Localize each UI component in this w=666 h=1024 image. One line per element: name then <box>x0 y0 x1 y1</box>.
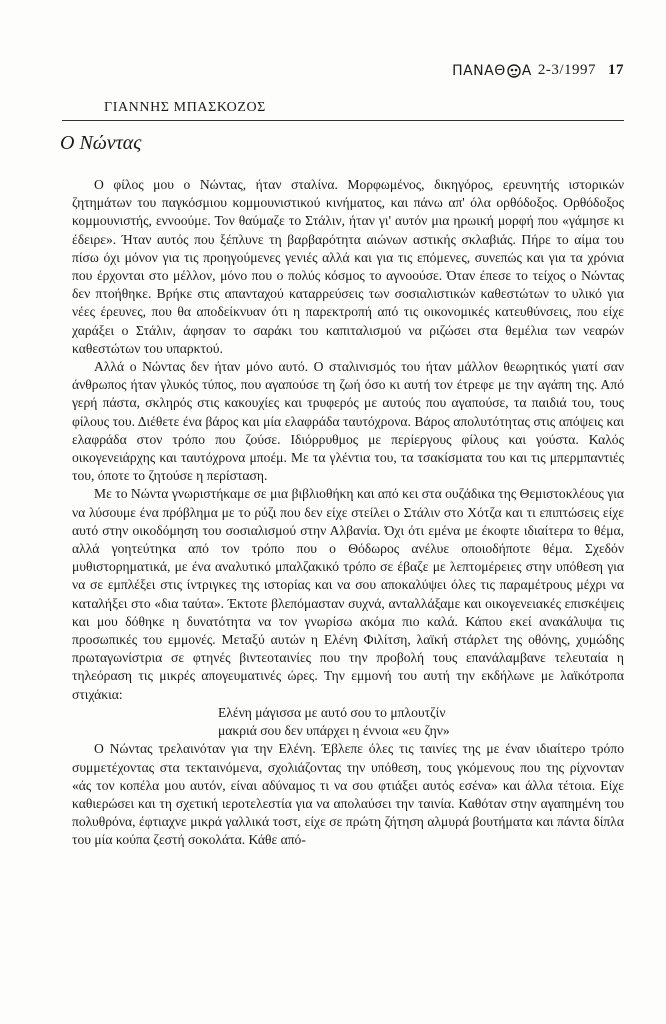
article-body <box>72 176 624 850</box>
running-head <box>452 62 624 79</box>
author-name: ΓΙΑΝΝΗΣ ΜΠΑΣΚΟΖΟΣ <box>104 100 266 115</box>
paragraph: Αλλά ο Νώντας δεν ήταν μόνο αυτό. Ο σταλινισμός του ήταν μάλλον θεωρητικός γιατί σαν άνθρωπος ήταν γλυκός τύπος, που αγαπούσε τη ζωή όσο κι αυτή τον έτρεφε με την αγάπη της. Από γερή πάστα, σκληρός στις κακουχίες και τρυφερός με αυτούς που αγαπούσε, τα παιδιά του, τους φίλους του. Διέθετε ένα βάρος και μία ελαφράδα ταυτόχρονα. Βάρος απολυτότητας στις απόψεις και ελαφράδα στον τρόπο που ζούσε. Ιδιόρρυθμος με περίεργους φίλους και γούστα. Καλός οικογενειάρχης και ταυτόχρονα μποέμ. Με τα γλέντια του, τα τσακίσματα του και τις μπερμπαντιές του, όποτε το ζητούσε η περίσταση. <box>72 359 624 484</box>
verse-block <box>72 704 624 740</box>
magazine-logo <box>452 63 532 79</box>
paragraph: Με το Νώντα γνωριστήκαμε σε μια βιβλιοθήκη και από κει στα ουζάδικα της Θεμιστοκλέους για να λύσουμε ένα πρόβλημα με το ρύζι που δεν είχε στείλει ο Στάλιν στο Χότζα και τι επιπτώσεις είχε αυτό στην οικοδόμηση του σοσιαλισμού στην Αλβανία. Όχι ότι εμένα με έκοφτε ιδιαίτερα το θέμα, αλλά γοητεύτηκα από τον τρόπο που ο Θόδωρος ανέλυε οποιοδήποτε θέμα. Σχεδόν μυθιστορηματικά, με ένα αναλυτικό μπαλζακικό τρόπο σε έβαζε με λεπτομέρειες στην υπόθεση για να σε εμπλέξει στις ίντριγκες της ιστορίας και να σου αποκαλύψει όλες τις παραμέτρους μέχρι να καταλήξει στο «δια ταύτα». Έκτοτε βλεπόμασταν συχνά, ανταλλάξαμε και οικογενειακές επισκέψεις και μου δόθηκε η δυνατότητα να τον γνωρίσω ακόμα πιο καλά. Κάπου εκεί ανακάλυψα τις προσωπικές του εμμονές. Μεταξύ αυτών η Ελένη Φιλίτση, λαϊκή στάρλετ της οθόνης, χυμώδης πρωταγωνίστρια σε φτηνές βιντεοταινίες που την προβολή τους επανάλαμβανε τελευταία η τηλεόραση τις μικρές απογευματινές ώρες. Την εμμονή του αυτή την εκδήλωνε με λαϊκότροπα στιχάκια: <box>72 486 624 702</box>
verse-line: Ελένη μάγισσα με αυτό σου το μπλουτζίν <box>218 704 446 720</box>
header-divider <box>62 120 624 121</box>
article-title: Ο Νώντας <box>60 132 142 154</box>
paragraph: Ο φίλος μου ο Νώντας, ήταν σταλίνα. Μορφωμένος, δικηγόρος, ερευνητής ιστορικών ζητημάτων του παγκόσμιου κομμουνιστικού κινήματος, και πάνω απ' όλα ορθόδοξος. Ορθόδοξος κομμουνιστής, εννοούμε. Τον θαύμαζε το Στάλιν, ήταν γι' αυτόν μια ηρωική μορφή που «γάμησε κι έδειρε». Ήταν αυτός που ξέπλυνε τη βαρβαρότητα αιώνων αστικής σκλαβιάς. Πήρε το αίμα του πίσω όχι μόνον για τις προηγούμενες γενιές αλλά και για τις επόμενες, συνεπώς και για τα χρόνια που έρχονται στο μέλλον, μόνο που ο πολύς κόσμος το αγνοούσε. Όταν έπεσε το τείχος ο Νώντας δεν πτοήθηκε. Βρήκε στις απανταχού καταρρεύσεις των σοσιαλιστικών καθεστώτων το υλικό για νέες έρευνες, που θα αποδείκνυαν ότι η παρεκτροπή από τις οικονομικές κατευθύνσεις, που είχε χαράξει ο Στάλιν, άφησαν το σαράκι του καπιταλισμού να ριζώσει στα θεμέλια των νεαρών καθεστώτων του υπαρκτού. <box>72 177 624 356</box>
page-number: 17 <box>608 62 624 78</box>
issue-date: 2-3/1997 <box>537 62 596 78</box>
verse-line: μακριά σου δεν υπάρχει η έννοια «ευ ζην» <box>218 723 450 739</box>
logo-text-right: Α <box>521 62 532 79</box>
owl-emblem-icon <box>507 64 521 78</box>
logo-text-left: ΠΑΝΑΘ <box>452 62 506 79</box>
paragraph: Ο Νώντας τρελαινόταν για την Ελένη. Έβλεπε όλες τις ταινίες της με έναν ιδιαίτερο τρόπο συμμετέχοντας στα τεκταινόμενα, σχολιάζοντας την υπόθεση, τους γκόμενους που της ρίχνονταν «άς τον κοπέλα μου αυτόν, είναι αδύναμος τι να σου φτιάξει αυτός εσένα» και άλλα τέτοια. Είχε καθιερώσει και τη σχετική ιεροτελεστία για να απολαύσει την ταινία. Καθόταν στην αγαπημένη του πολυθρόνα, έφτιαχνε μικρά γαλλικά τοστ, είχε σε πρώτη ζήτηση αλμυρά βουτήματα και πάντα δίπλα του μία κούπα ζεστή σοκολάτα. Κάθε από- <box>72 741 624 848</box>
